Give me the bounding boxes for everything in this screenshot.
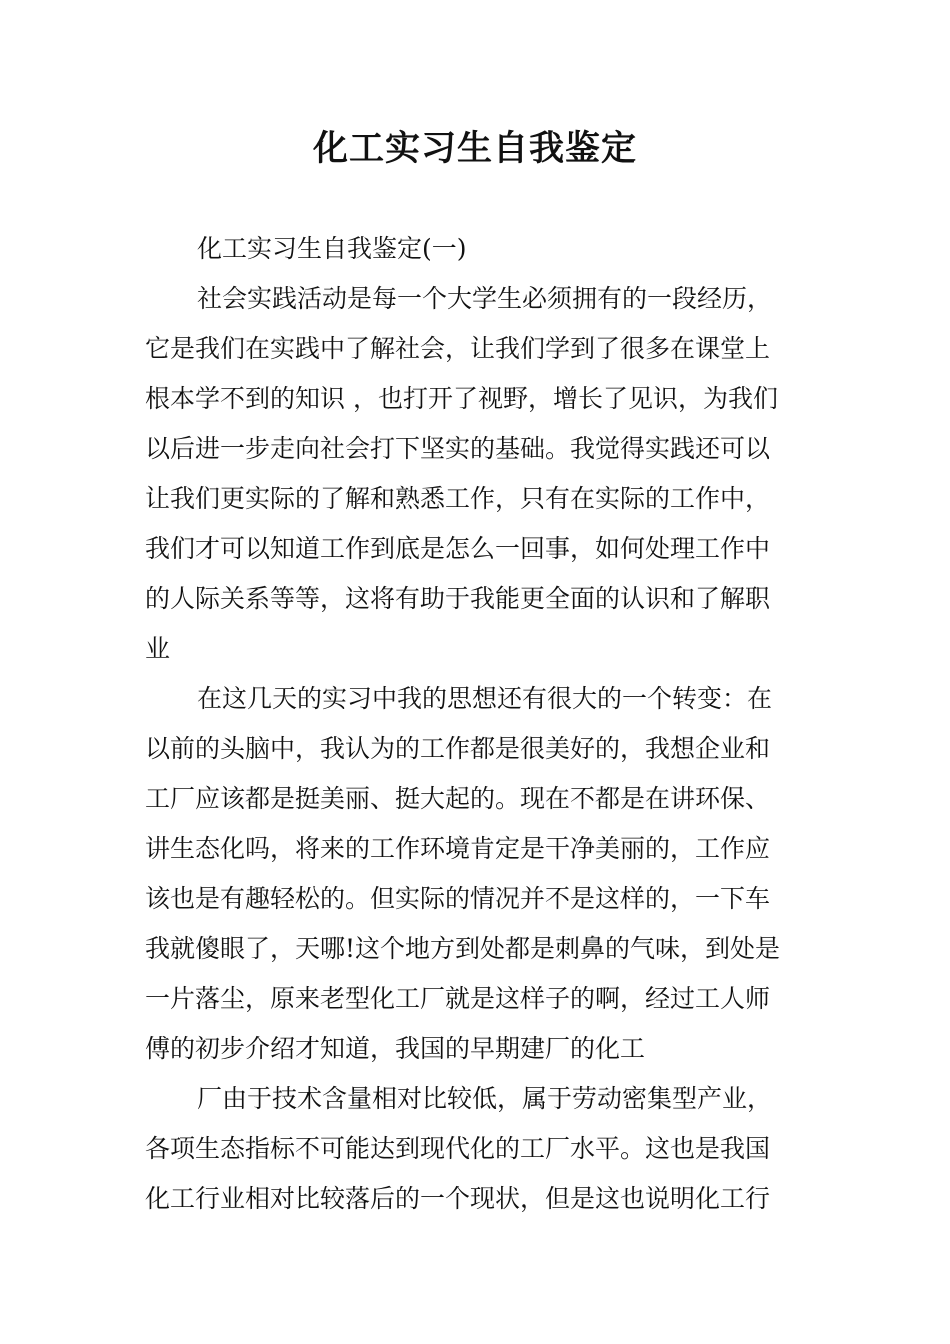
paragraph-line: 各项生态指标不可能达到现代化的工厂水平。这也是我国 [145,1134,771,1163]
paragraph-line: 讲生态化吗，将来的工作环境肯定是干净美丽的，工作应 [145,834,771,863]
paragraph-line: 它是我们在实践中了解社会，让我们学到了很多在课堂上 [145,334,771,363]
document-body [145,224,810,1224]
paragraph-line: 我们才可以知道工作到底是怎么一回事，如何处理工作中 [145,534,771,563]
paragraph-line: 以后进一步走向社会打下坚实的基础。我觉得实践还可以 [145,434,771,463]
paragraph-line: 让我们更实际的了解和熟悉工作，只有在实际的工作中， [145,484,771,513]
paragraph-line: 在这几天的实习中我的思想还有很大的一个转变：在 [197,684,773,713]
paragraph-line: 我就傻眼了，天哪!这个地方到处都是刺鼻的气味，到处是 [145,934,781,963]
paragraph-line: 化工行业相对比较落后的一个现状，但是这也说明化工行 [145,1184,771,1213]
paragraph-line: 根本学不到的知识 ，也打开了视野，增长了见识，为我们 [145,384,778,413]
paragraph-line: 工厂应该都是挺美丽、挺大起的。现在不都是在讲环保、 [145,784,771,813]
paragraph-line: 一片落尘，原来老型化工厂就是这样子的啊，经过工人师 [145,984,771,1013]
paragraph-line: 以前的头脑中，我认为的工作都是很美好的，我想企业和 [145,734,771,763]
document-title: 化工实习生自我鉴定 [312,128,637,169]
paragraph-line: 业 [145,634,171,663]
paragraph-line: 该也是有趣轻松的。但实际的情况并不是这样的，一下车 [145,884,771,913]
paragraph-line: 傅的初步介绍才知道，我国的早期建厂的化工 [145,1034,646,1063]
paragraph-line: 厂由于技术含量相对比较低，属于劳动密集型产业， [197,1084,773,1113]
paragraph-line: 社会实践活动是每一个大学生必须拥有的一段经历， [197,284,773,313]
paragraph-line: 的人际关系等等，这将有助于我能更全面的认识和了解职 [145,584,771,613]
section-heading: 化工实习生自我鉴定(一) [197,234,467,263]
